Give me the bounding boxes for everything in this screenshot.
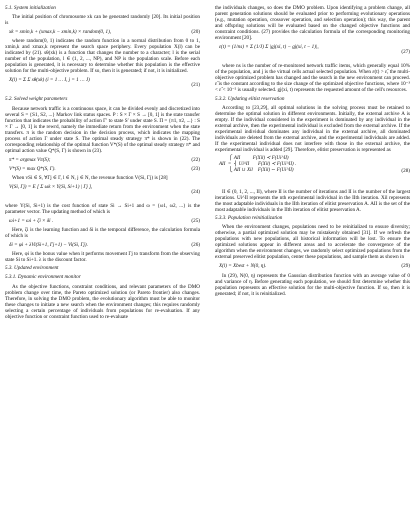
equation-21 [5,77,200,93]
paragraph: According to [23,29], all optimal solutions in the solving process must be retained to determine the optimal solution in different environments. Initially, the external archive A is empty. If the individual considered in the experiment is dominated by any individual in the external archive, then the experimental individual is excluded from the external archive. If the experimental individual dominates any individual in the external archive, all dominated individuals are deleted from the external archive, and the experimental individuals are added. If the experimental individual does not interfere with those in the external archive, the experimental individual is added [29]. Therefore, elitist preservation is represented as [215,104,410,153]
paragraph: When the environment changes, populations need to be reinitialized to ensure diversity; otherwise, a partial optimized solution may be mistakenly obtained [31]. If we refresh the populations with new populations, all historical information will be lost. To ensure the optimized solutions appear in different areas and to accelerate the convergence of the algorithm when the environment changes, we randomly select optimized populations from the external preserved elitist population, center these populations, and sample them as shown in [215,224,410,261]
paragraph: where Υ(Si, Si+1) is the cost function of state Si → Si+1 and ω = {ω1, ω2, ...} is the parameter vector. The updating method of which is [5,203,200,216]
equation-body: ⎧ AII F(Xil) ≺ F(Ui^II) AII = ⎨ Ui^II F(Xil) ≺ F(Ui^II) . ⎩ AII ∪ Xil F(Xil) ∼ F(Ui^II) [219,155,297,173]
equation-number: (25) [191,218,200,225]
equation-body: V(Si, Γj) = E [ Σ ωk × Υ(Si, Si+1) | Γj ], [9,184,93,191]
equation-body: xk = xmin,k + (xmax,k − xmin,k) × random(0, 1), [9,29,112,36]
section-heading-5-3-2: 5.3.2. Updating elitist reservation [215,95,285,102]
equation-23 [5,166,200,172]
equation-body: δi = φi + λVi(Si+1, Γj+1) − Vi(Si, Γj). [9,242,88,249]
equation-body: ωi+1 = ωi + ζi × δi . [9,218,54,225]
equation-20 [5,29,200,35]
equation-number: (24) [191,189,200,196]
section-heading-5-3-1: 5.3.1. Dynamic environment monitor [5,274,81,281]
paragraph: II ∈ (0, 1, 2, ..., II), where II is the number of iterations and II is the number of the largest iterations. Ui^II represents the nth experimental individual in the IIth iteration. Xil represents the most adaptable individuals in the IIth iteration of elitist preservation A. AII is the set of the most adaptable individuals in the IIth iteration of elitist preservation A. [215,188,410,214]
left-column [5,5,200,322]
equation-29 [215,263,410,269]
equation-number: (27) [401,49,410,56]
section-heading-5-3-3: 5.3.3. Population reinitialization [215,215,283,222]
paragraph: As the objective functions, constraint conditions, and relevant parameters of the DMO problem change over time, the Pareto optimized solution (or Pareto frontier) also changes. Therefore, in solving the DMO problem, the evolutionary algorithm must be able to monitor these changes to initiate a new search when the environment changes; this requires randomly selecting a certain percentage of individuals from populations for re-evaluation. If any objective function or constraint function used to re-evaluate [5,283,200,320]
paragraph: The initial position of chromosome xk can be generated randomly [20]. Its initial position is [5,14,200,27]
equation-body: X(l) = Xbest + N(0, η). [219,263,267,270]
equation-body: X(l) = Σ Σ sθ(xk) (i = 1 … I, j = 1 … J) [9,77,90,84]
equation-number: (23) [191,165,200,172]
paragraph: where ns is the number of re-monitored network traffic items, which generally equal 10% of the population, and j is the virtual cells actual selected population. When ε(t) > ε̃, the multi-objective optimized problem has changed and the search in the new environment can proceed. ε̃ is the constant according to the size change of the optimized objective functions, where 10⁻³ < ε̃ < 10⁻² is usually selected. gj(xi, t) represents the requested amount of the cell's resources. [215,63,410,94]
equation-number: (22) [191,156,200,163]
equation-24 [5,184,200,200]
equation-number: (20) [191,29,200,36]
equation-22 [5,157,200,163]
paragraph: Here, ζi is the learning function and δi is the temporal difference, the calculation formula of which is [5,227,200,240]
equation-number: (21) [191,82,200,89]
equation-28 [215,156,410,186]
paragraph: In (29), N(0, η) represents the Gaussian distribution function with an average value of 0 and variance of η. Before generating each population, we should first determine whether this population represents an effective solution for the multi-objective function. If so, then it is generated; if not, it is reinitialized. [215,272,410,297]
equation-25 [5,218,200,224]
equation-body: ε(t) = (1/ns) × Σ (1/J) Σ |gj(xi, t) − gj(xi, t − 1)|, [219,44,319,51]
section-heading-5-1: 5.1. System initialization [5,5,56,11]
equation-body: π* = argmax Vπ(S); [9,156,51,163]
equation-body: V*(S) = max Q*(S, Γ). [9,165,56,172]
paragraph: Here, φi is the bonus value when it performs movement Γj to transform from the observing state Si to Si+1. λ is the discount factor. [5,251,200,264]
paragraph: Because network traffic is a continuous space, it can be divided evenly and discretized into several S = {S1, S2, ...} Markov link status spaces. P : S × Γ × S → [0, 1] is the state transfer function that indicates the probability of action Γ′ to state S′ under state S. Π = {π1, π2, ...} : S × Γ → [0, 1] is the rewrd, namely the immediate return from the environment when the state transfers. π is the random decision in the decision process, which indicates the mapping process of action Γ under state S. The optimal steady strategy π* is shown in (22). The corresponding relationship of the optimal function V*(S) of the optimal steady strategy π* and optimal action value Q*(S, Γ) is shown in (23). [5,105,200,154]
equation-number: (29) [401,263,410,270]
equation-number: (26) [191,242,200,249]
right-column [215,5,410,299]
section-heading-5-3: 5.3. Updated environment [5,265,59,272]
equation-number: (28) [401,167,410,174]
paragraph: When vSi ∈ S, ∀Γj ∈ Γ, l ∈ N, j ∈ N, the revenue function V(Si, Γj) is [28] [12,174,168,181]
paragraph: the individuals changes, so does the DMO problem. Upon identifying a problem change, all parent generation solutions should be evaluated prior to performing evolutionary operations (e.g., mutation operation, crossover operation, and selection operation); this way, the parent and offspring solutions will be evaluated based on the changed objective functions and constraint conditions. (27) provides the calculation formula of the corresponding monitoring environment [20]. [215,5,410,42]
paragraph: where random(0, 1) indicates the random function in a normal distribution from 0 to 1, xmin,k and xmax,k represent the search space periphery. Every population X(l) can be indicated by (21). sθ(xk) is a function that changes the number to a character; l is the serial number of the population, l ∈ (1, 2, ..., NP), and NP is the population scale. Before each population is generated, it is necessary to determine whether this population is the effective solution for the multi-objective problem. If so, then it is generated; if not, it is initialized. [5,38,200,75]
equation-27 [215,44,410,60]
equation-26 [5,242,200,248]
section-heading-5-2: 5.2. Solved weight parameters [5,96,68,103]
